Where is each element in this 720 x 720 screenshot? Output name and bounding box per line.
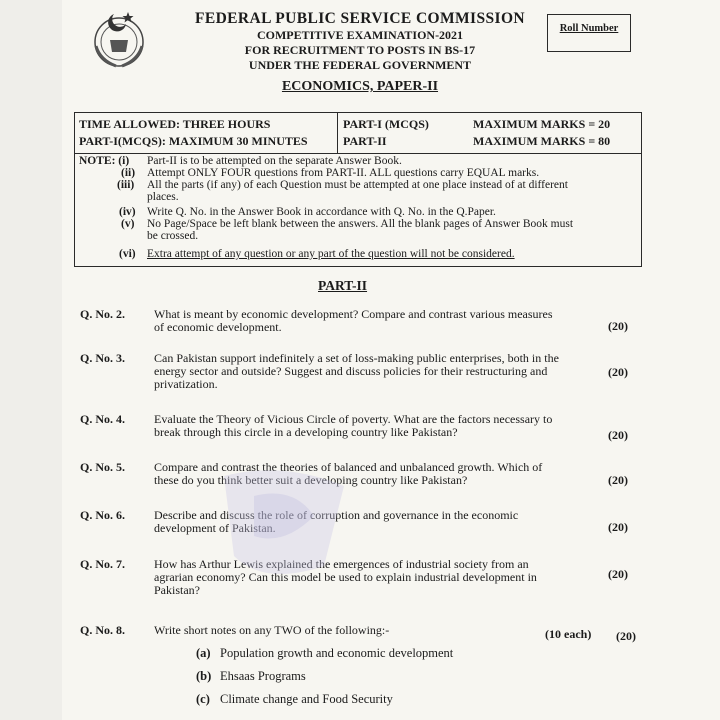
note-item: Extra attempt of any question or any part of the question will not be considered.	[147, 248, 515, 260]
part1-time: PART-I(MCQS): MAXIMUM 30 MINUTES	[79, 134, 308, 148]
note-number: (v)	[121, 218, 135, 230]
question-text: break through this circle in a developing country like Pakistan?	[154, 425, 458, 439]
watermark-stamp	[204, 456, 364, 588]
question-marks: (20)	[616, 629, 636, 643]
question-text: privatization.	[154, 377, 218, 391]
question-text: Evaluate the Theory of Vicious Circle of poverty. What are the factors necessary to	[154, 412, 553, 426]
note-item-continued: places.	[147, 191, 179, 203]
note-item: No Page/Space be left blank between the answers. All the blank pages of Answer Book must	[147, 218, 574, 230]
question-3	[76, 352, 636, 394]
government-line: UNDER THE FEDERAL GOVERNMENT	[248, 58, 472, 72]
question-text: of economic development.	[154, 320, 282, 334]
question-text: agrarian economy? Can this model be used to explain industrial development in	[154, 570, 537, 584]
question-number: Q. No. 6.	[80, 508, 125, 522]
question-text: Compare and contrast the theories of balanced and unbalanced growth. Which of	[154, 460, 543, 474]
question-2	[76, 308, 636, 338]
question-marks: (20)	[608, 520, 628, 534]
part-heading: PART-II	[318, 278, 368, 293]
note-item: Write Q. No. in the Answer Book in accordance with Q. No. in the Q.Paper.	[147, 206, 496, 218]
recruitment-line: FOR RECRUITMENT TO POSTS IN BS-17	[244, 43, 476, 57]
part2-marks: MAXIMUM MARKS = 80	[473, 134, 611, 148]
question-text: Write short notes on any TWO of the following:-	[154, 623, 390, 637]
part1-label: PART-I (MCQS)	[343, 117, 429, 131]
q8-part-a	[196, 646, 453, 661]
question-number: Q. No. 7.	[80, 557, 125, 571]
question-text: What is meant by economic development? Compare and contrast various measures	[154, 307, 553, 321]
question-number: Q. No. 3.	[80, 351, 125, 365]
note-number: (iii)	[117, 179, 135, 191]
question-text: Describe and discuss the role of corruption and governance in the economic	[154, 508, 519, 522]
marks-each: (10 each)	[545, 627, 592, 641]
notes-box	[74, 152, 642, 267]
part-label: (b)	[196, 669, 212, 683]
note-item: Attempt ONLY FOUR questions from PART-II. ALL questions carry EQUAL marks.	[147, 167, 540, 179]
question-number: Q. No. 4.	[80, 412, 125, 426]
q8-part-b	[196, 669, 306, 684]
question-number: Q. No. 2.	[80, 307, 125, 321]
question-marks: (20)	[608, 365, 628, 379]
part-label: (a)	[196, 646, 211, 660]
question-text: Can Pakistan support indefinitely a set of loss-making public enterprises, both in the	[154, 351, 559, 365]
table-divider	[337, 113, 338, 153]
note-label: NOTE: (i)	[79, 155, 130, 167]
question-text: energy sector and outside? Suggest and discuss policies for their restructuring and	[154, 364, 548, 378]
note-number: (ii)	[121, 167, 136, 179]
question-number: Q. No. 5.	[80, 460, 125, 474]
note-item: Part-II is to be attempted on the separate Answer Book.	[147, 155, 402, 167]
roll-number-label: Roll Number	[559, 23, 619, 34]
marks-table	[74, 112, 642, 154]
note-item: All the parts (if any) of each Question must be attempted at one place instead of at different	[147, 179, 568, 191]
question-4	[76, 413, 636, 443]
question-text: these do you think better suit a developing country like Pakistan?	[154, 473, 468, 487]
roll-number-box[interactable]	[547, 14, 631, 52]
q8-part-c	[196, 692, 393, 707]
part-text: Population growth and economic development	[220, 646, 454, 660]
question-marks: (20)	[608, 567, 628, 581]
commission-name: FEDERAL PUBLIC SERVICE COMMISSION	[194, 10, 526, 27]
question-text: development of Pakistan.	[154, 521, 276, 535]
part-text: Ehsaas Programs	[220, 669, 306, 683]
note-number: (iv)	[119, 206, 136, 218]
part-label: (c)	[196, 692, 210, 706]
question-marks: (20)	[608, 319, 628, 333]
question-marks: (20)	[608, 428, 628, 442]
exam-header	[170, 10, 550, 95]
note-number: (vi)	[119, 248, 136, 260]
time-allowed: TIME ALLOWED: THREE HOURS	[79, 117, 271, 131]
exam-title: COMPETITIVE EXAMINATION-2021	[256, 28, 464, 42]
paper-title: ECONOMICS, PAPER-II	[281, 79, 439, 94]
part-text: Climate change and Food Security	[220, 692, 393, 706]
government-emblem-seal	[86, 6, 152, 72]
part1-marks: MAXIMUM MARKS = 20	[473, 117, 611, 131]
question-text: How has Arthur Lewis explained the emergences of industrial society from an	[154, 557, 529, 571]
question-marks: (20)	[608, 473, 628, 487]
part2-label: PART-II	[343, 134, 387, 148]
question-number: Q. No. 8.	[80, 623, 125, 637]
question-text: Pakistan?	[154, 583, 200, 597]
note-item-continued: be crossed.	[147, 230, 199, 242]
